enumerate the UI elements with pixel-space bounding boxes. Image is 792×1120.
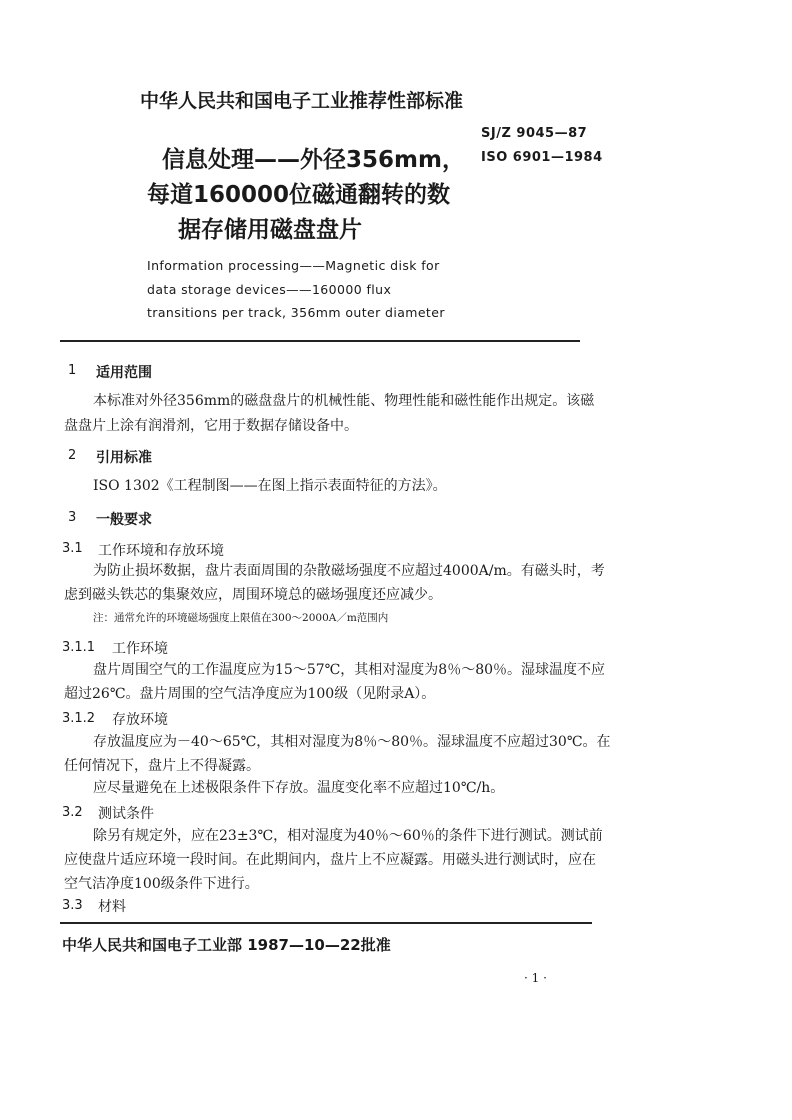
title-cn-line1: 信息处理——外径356mm，	[162, 147, 465, 173]
title-en-line1: Information processing——Magnetic disk for	[147, 258, 440, 273]
section-3-1-2-paragraph-line1: 存放温度应为－40～65℃，其相对湿度为8％～80％。湿球温度不应超过30℃。在	[93, 734, 611, 750]
section-3-1-paragraph-line1: 为防止损坏数据，盘片表面周围的杂散磁场强度不应超过4000A/m。有磁头时，考	[93, 563, 605, 579]
section-2-title: 引用标准	[96, 450, 152, 466]
section-1-paragraph-line1: 本标准对外径356mm的磁盘盘片的机械性能、物理性能和磁性能作出规定。该磁	[93, 393, 595, 409]
standard-code-sj: SJ/Z 9045—87	[481, 126, 588, 141]
section-3-2-title: 测试条件	[98, 806, 154, 822]
section-3-3-title: 材料	[98, 899, 126, 915]
section-1-number: 1	[68, 363, 77, 378]
section-3-1-number: 3.1	[62, 541, 83, 556]
section-3-2-number: 3.2	[62, 805, 83, 820]
header-divider	[60, 340, 580, 342]
title-cn-line2: 每道160000位磁通翻转的数	[147, 182, 451, 208]
section-3-3-number: 3.3	[62, 898, 83, 913]
title-cn-line3: 据存储用磁盘盘片	[178, 217, 362, 243]
section-3-2-paragraph-line2: 应使盘片适应环境一段时间。在此期间内，盘片上不应凝露。用磁头进行测试时，应在	[64, 852, 596, 868]
section-1-title: 适用范围	[96, 365, 152, 381]
section-3-1-1-number: 3.1.1	[62, 640, 96, 655]
page-number: · 1 ·	[524, 971, 547, 985]
section-3-1-1-title: 工作环境	[112, 641, 168, 657]
section-3-1-2-title: 存放环境	[112, 712, 168, 728]
section-3-1-2-number: 3.1.2	[62, 711, 96, 726]
section-3-1-note: 注：通常允许的环境磁场强度上限值在300～2000A／m范围内	[93, 612, 389, 624]
approval-statement: 中华人民共和国电子工业部 1987—10—22批准	[62, 936, 391, 954]
section-3-1-2-paragraph-line2: 任何情况下，盘片上不得凝露。	[64, 758, 260, 774]
section-3-1-title: 工作环境和存放环境	[98, 543, 224, 559]
standard-code-iso: ISO 6901—1984	[481, 150, 603, 165]
section-1-paragraph-line2: 盘盘片上涂有润滑剂，它用于数据存储设备中。	[64, 418, 358, 434]
section-2-number: 2	[68, 448, 77, 463]
footer-divider	[60, 922, 592, 924]
section-3-1-1-paragraph-line1: 盘片周围空气的工作温度应为15～57℃，其相对湿度为8％～80％。湿球温度不应	[93, 662, 606, 678]
section-3-title: 一般要求	[96, 512, 152, 528]
issuing-organization: 中华人民共和国电子工业推荐性部标准	[140, 90, 464, 112]
section-3-1-1-paragraph-line2: 超过26℃。盘片周围的空气洁净度应为100级（见附录A）。	[64, 686, 436, 702]
section-3-2-paragraph-line1: 除另有规定外，应在23±3℃，相对湿度为40％～60％的条件下进行测试。测试前	[93, 828, 603, 844]
title-en-line2: data storage devices——160000 flux	[147, 282, 392, 297]
section-3-2-paragraph-line3: 空气洁净度100级条件下进行。	[64, 876, 259, 892]
title-en-line3: transitions per track, 356mm outer diameter	[147, 305, 445, 320]
section-2-paragraph: ISO 1302《工程制图——在图上指示表面特征的方法》。	[93, 478, 447, 494]
section-3-1-2-paragraph-line3: 应尽量避免在上述极限条件下存放。温度变化率不应超过10℃/h。	[93, 780, 505, 796]
section-3-1-paragraph-line2: 虑到磁头铁芯的集聚效应，周围环境总的磁场强度还应减少。	[64, 587, 442, 603]
section-3-number: 3	[68, 510, 77, 525]
